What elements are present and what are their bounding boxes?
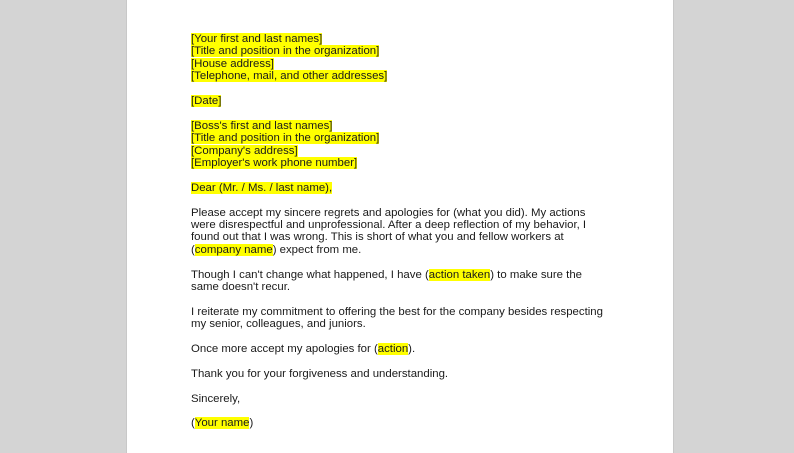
paragraph-1 (191, 207, 611, 257)
salutation: Dear (Mr. / Ms. / last name), (191, 181, 333, 194)
sender-contact: [Telephone, mail, and other addresses] (191, 70, 388, 83)
sender-title: [Title and position in the organization] (191, 45, 380, 58)
paragraph-2-text-b: ) to make sure the same doesn't recur. (191, 268, 583, 294)
paragraph-1-text-a: Please accept my sincere regrets and apologies for (what you did). My actions were disrespectful and unprofessional. After a deep reflection of my behavior, I found out that I was wrong. This is short of what you and fellow workers at ( (191, 206, 587, 256)
sender-block (191, 33, 611, 83)
sender-address: [House address] (191, 57, 274, 70)
recipient-name: [Boss's first and last names] (191, 119, 333, 132)
recipient-title: [Title and position in the organization] (191, 132, 380, 145)
action-taken-placeholder: action taken (428, 268, 491, 281)
letter-body (191, 33, 611, 430)
signature-close: ) (249, 417, 254, 430)
signature (191, 417, 611, 429)
company-name-placeholder: company name (194, 243, 273, 256)
sender-name: [Your first and last names] (191, 33, 323, 45)
paragraph-2-text-a: Though I can't change what happened, I have ( (191, 268, 429, 281)
recipient-address: [Company's address] (191, 144, 298, 157)
paragraph-4 (191, 343, 611, 355)
signature-open: ( (191, 417, 195, 430)
closing: Sincerely, (191, 392, 241, 405)
document-page (126, 0, 674, 453)
paragraph-3: I reiterate my commitment to offering the best for the company besides respecting my senior, colleagues, and juniors. (191, 305, 603, 331)
action-placeholder: action (377, 343, 409, 356)
recipient-block (191, 120, 611, 170)
paragraph-4-text-a: Once more accept my apologies for ( (191, 343, 378, 356)
paragraph-4-text-b: ). (408, 343, 416, 356)
recipient-phone: [Employer's work phone number] (191, 157, 358, 170)
signature-name-placeholder: Your name (194, 417, 250, 430)
paragraph-2 (191, 269, 611, 294)
paragraph-5: Thank you for your forgiveness and understanding. (191, 367, 449, 380)
letter-date: [Date] (191, 95, 222, 108)
paragraph-1-text-b: ) expect from me. (272, 243, 362, 256)
